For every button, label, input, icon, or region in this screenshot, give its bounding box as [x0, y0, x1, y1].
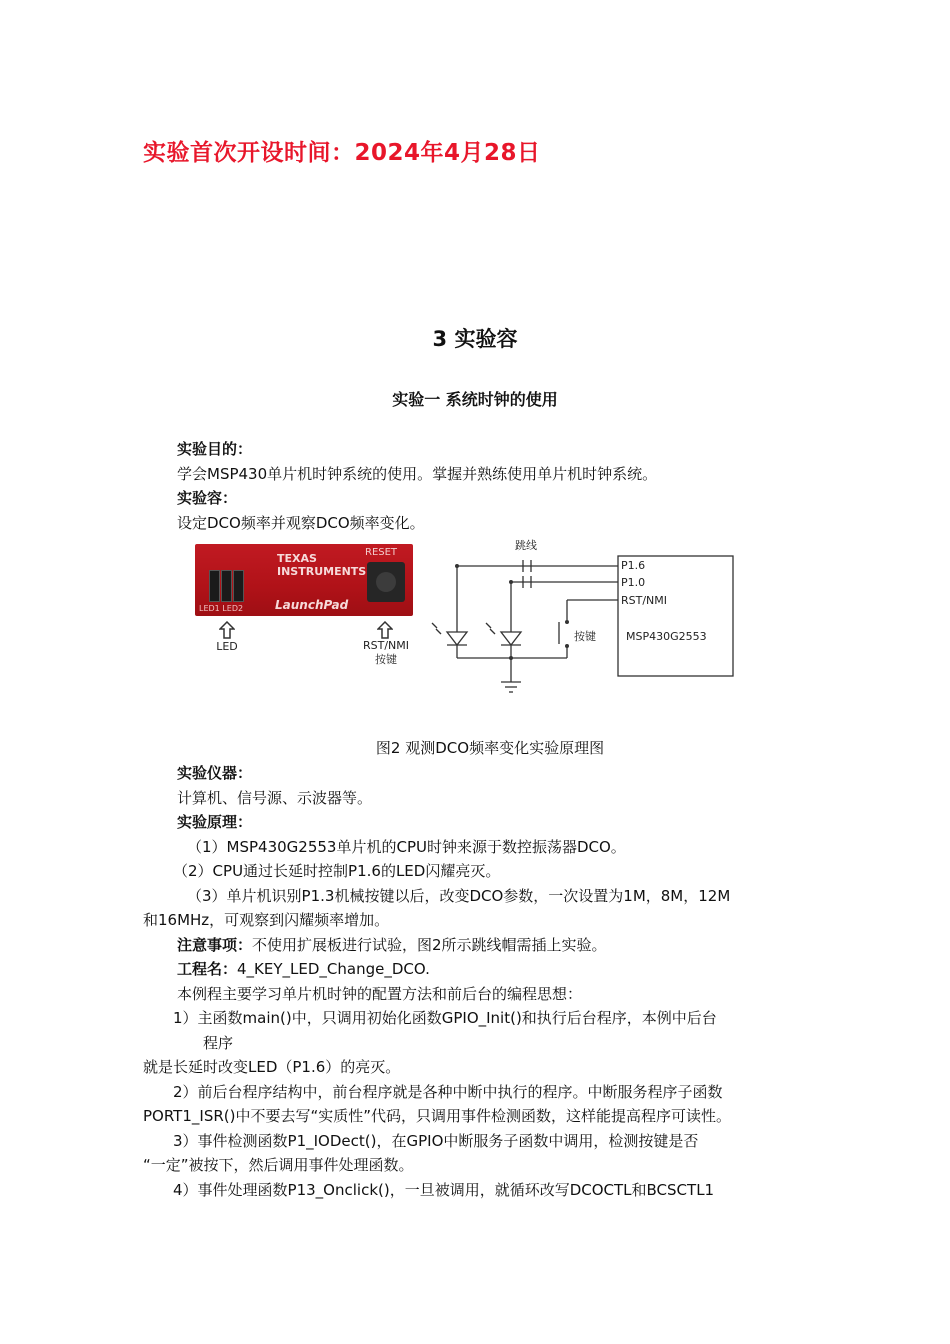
board-reset-text: RESET: [365, 547, 398, 558]
pin-p16-label: P1.6: [621, 559, 646, 572]
point-3-line-1: 3）事件检测函数P1_IODect()，在GPIO中断服务子函数中调用，检测按键是否: [173, 1131, 699, 1150]
instruments-text: 计算机、信号源、示波器等。: [177, 788, 373, 807]
principle-heading: 实验原理：: [177, 813, 253, 831]
board-logo: TEXAS INSTRUMENTS: [277, 552, 367, 578]
chip-box: [618, 556, 733, 676]
circuit-figure: [195, 536, 735, 716]
content-heading: 实验容：: [177, 489, 238, 507]
section-purpose-content: [143, 437, 808, 535]
principle-item-3-line-1: （3）单片机识别P1.3机械按键以后，改变DCO参数，一次设置为1M，8M，12M: [187, 886, 731, 905]
project-paragraph: [143, 957, 808, 982]
notes-text: 不使用扩展板进行试验，图2所示跳线帽需插上实验。: [252, 935, 607, 954]
point-1-line-2: 程序: [203, 1033, 234, 1052]
led-label: LED: [216, 640, 238, 653]
board-launchpad-text: LaunchPad: [275, 598, 349, 612]
point-3-line-2: “一定”被按下，然后调用事件处理函数。: [143, 1156, 414, 1174]
chapter-title: 3 实验容: [432, 327, 518, 351]
content-text: 设定DCO频率并观察DCO频率变化。: [177, 513, 425, 532]
board-led-text: LED1 LED2: [199, 604, 244, 613]
point-2-line-1: 2）前后台程序结构中，前台程序就是各种中断中执行的程序。中断服务程序子函数: [173, 1082, 723, 1101]
launchpad-board-photo: [195, 544, 413, 616]
point-1-line-3: 就是长延时改变LED（P1.6）的亮灭。: [143, 1058, 401, 1076]
reset-button-photo: [367, 562, 405, 602]
purpose-text: 学会MSP430单片机时钟系统的使用。掌握并熟练使用单片机时钟系统。: [177, 464, 658, 483]
jumper-label: 跳线: [515, 539, 537, 552]
principle-item-3-line-2: 和16MHz，可观察到闪耀频率增加。: [143, 911, 390, 929]
project-name: 4_KEY_LED_Change_DCO.: [237, 960, 430, 978]
point-4-line-1: 4）事件处理函数P13_Onclick()，一旦被调用，就循环改写DCOCTL和BCSCTL1: [173, 1180, 715, 1199]
notes-paragraph: [143, 933, 808, 958]
experiment-title: 实验一 系统时钟的使用: [392, 390, 558, 409]
principle-item-2: （2）CPU通过长延时控制P1.6的LED闪耀亮灭。: [173, 862, 501, 880]
pin-rst-label: RST/NMI: [621, 594, 668, 607]
project-heading: 工程名：: [177, 960, 238, 978]
principle-item-1: （1）MSP430G2553单片机的CPU时钟来源于数控振荡器DCO。: [187, 837, 626, 856]
button-label: 按键: [574, 630, 596, 643]
point-2-line-2: PORT1_ISR()中不要去写“实质性”代码，只调用事件检测函数，这样能提高程序可读性。: [143, 1107, 732, 1125]
arrow-up-icon: [219, 621, 235, 639]
point-1-line-1: 1）主函数main()中，只调用初始化函数GPIO_Init()和执行后台程序，本例中后台: [173, 1009, 717, 1027]
schematic-diagram: [427, 536, 735, 711]
pin-p10-label: P1.0: [621, 576, 646, 589]
chip-name-label: MSP430G2553: [626, 630, 707, 643]
notes-heading: 注意事项：: [177, 935, 253, 954]
intro-text: 本例程主要学习单片机时钟的配置方法和前后台的编程思想：: [177, 984, 583, 1003]
rst-nmi-label: RST/NMI 按键: [362, 639, 409, 666]
first-offered-date-title: 实验首次开设时间：2024年4月28日: [143, 140, 541, 166]
purpose-heading: 实验目的：: [177, 440, 253, 458]
instruments-heading: 实验仪器：: [177, 764, 253, 782]
figure-caption: 图2 观测DCO频率变化实验原理图: [375, 739, 605, 757]
section-instruments-principle: [143, 761, 808, 1202]
arrow-up-icon: [377, 621, 393, 639]
